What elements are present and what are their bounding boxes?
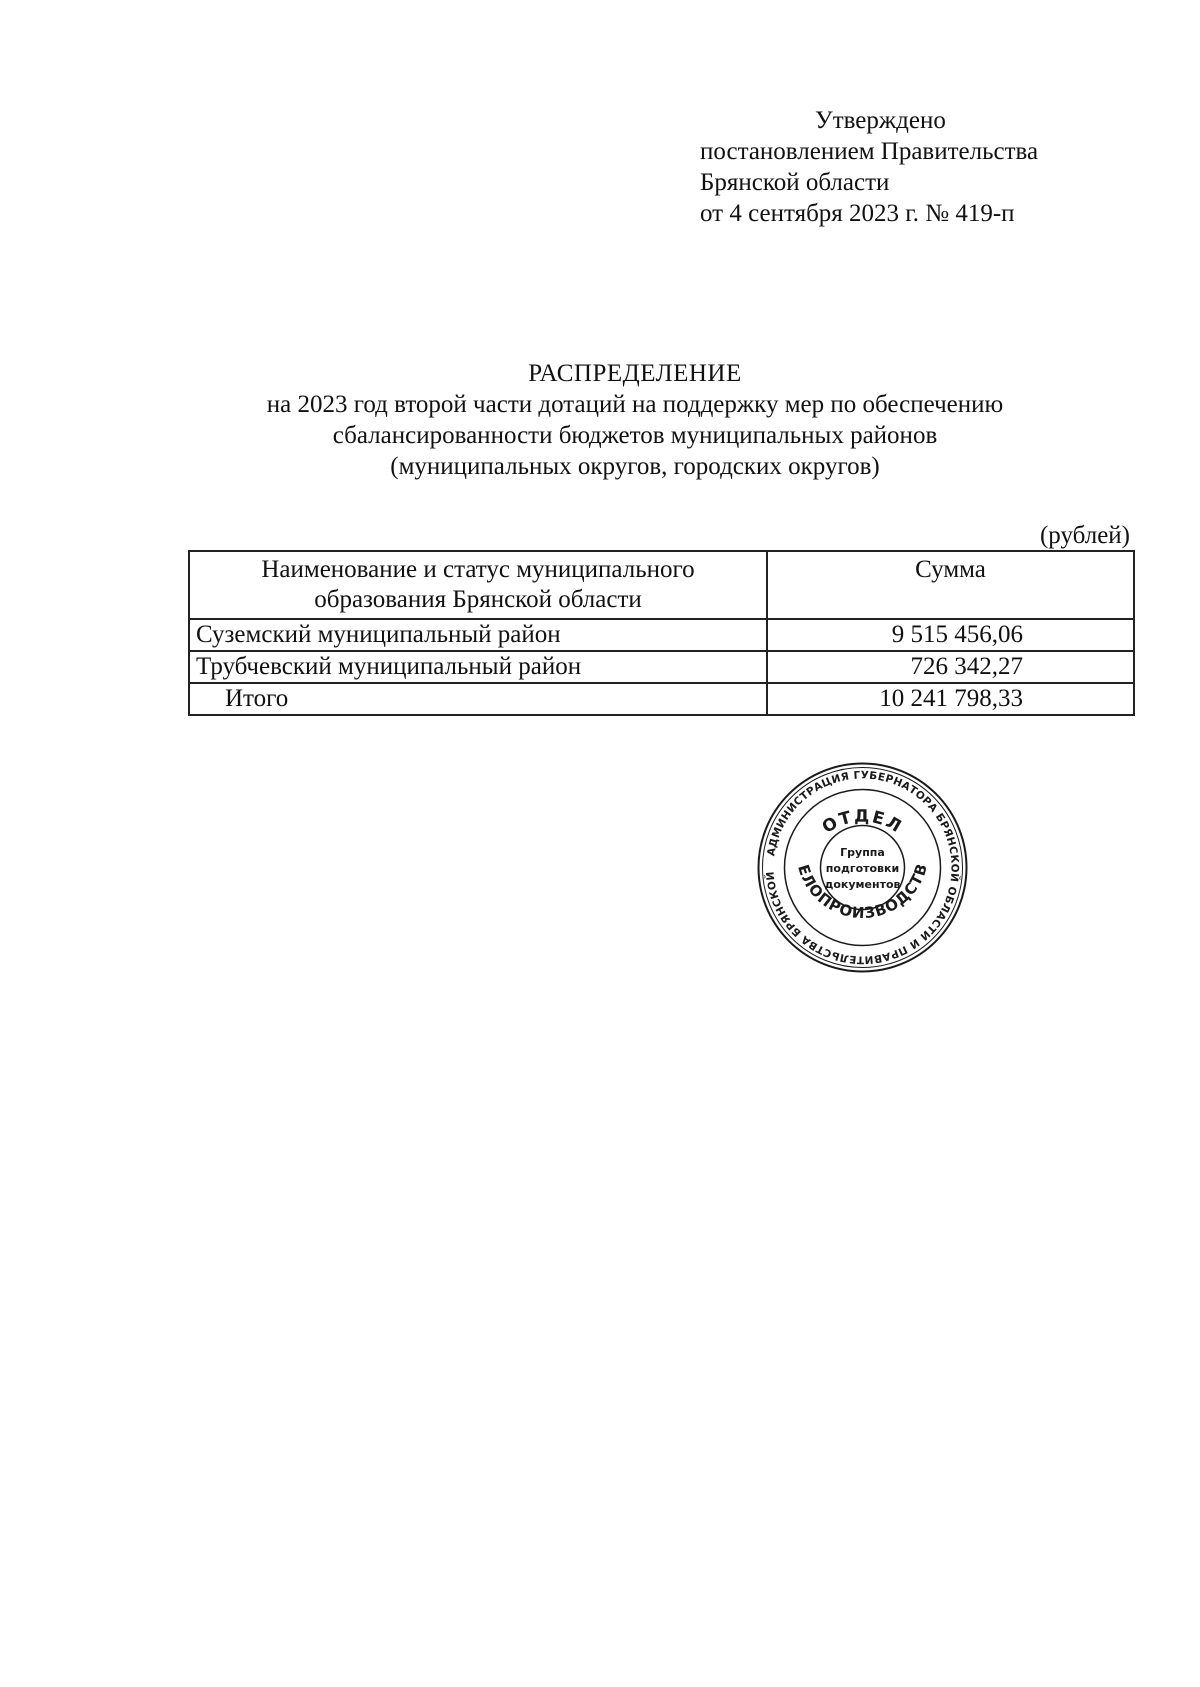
row-sum: 726 342,27 (767, 651, 1134, 683)
table-header-row (189, 551, 1134, 619)
seal-center-line-1: Группа (840, 846, 885, 859)
row-sum: 9 515 456,06 (767, 619, 1134, 651)
document-subtitle-line-2: сбалансированности бюджетов муниципальных районов (332, 422, 938, 449)
seal-center-line-3: документов (824, 878, 901, 891)
document-subtitle-line-3: (муниципальных округов, городских округов) (390, 453, 880, 480)
document-title-block (190, 358, 1080, 482)
distribution-table (188, 550, 1135, 716)
header-name-line-1: Наименование и статус муниципального (261, 556, 695, 583)
approval-line-date-number: от 4 сентября 2023 г. № 419-п (700, 200, 1015, 227)
approval-line-resolution: постановлением Правительства (700, 138, 1039, 165)
header-name (189, 551, 767, 619)
header-name-line-2: образования Брянской области (314, 586, 642, 613)
approval-line-region: Брянской области (700, 169, 890, 196)
table-row (189, 651, 1134, 683)
approval-line-approved: Утверждено (815, 107, 946, 134)
official-seal-graphic (755, 760, 970, 975)
seal-dept-top-text: ОТДЕЛ (818, 806, 907, 838)
total-sum: 10 241 798,33 (767, 683, 1134, 715)
table-row (189, 619, 1134, 651)
row-name: Трубчевский муниципальный район (189, 651, 767, 683)
document-subtitle-line-1: на 2023 год второй части дотаций на поддержку мер по обеспечению (266, 391, 1004, 418)
table-total-row (189, 683, 1134, 715)
official-seal (755, 760, 970, 975)
document-title: РАСПРЕДЕЛЕНИЕ (528, 360, 742, 387)
seal-dept-bottom-text: ЕЛОПРОИЗВОДСТВ (794, 860, 932, 923)
svg-text:ОТДЕЛ (819, 807, 906, 838)
seal-center-line-2: подготовки (825, 862, 900, 875)
header-sum: Сумма (767, 551, 1134, 619)
units-label: (рублей) (1039, 522, 1130, 549)
row-name: Суземский муниципальный район (189, 619, 767, 651)
seal-outer-text: АДМИНИСТРАЦИЯ ГУБЕРНАТОРА БРЯНСКОЙ ОБЛАСТИ И ПРАВИТЕЛЬСТВА БРЯНСКОЙ (764, 769, 961, 966)
total-label: Итого (189, 683, 767, 715)
approval-block (700, 105, 1120, 229)
